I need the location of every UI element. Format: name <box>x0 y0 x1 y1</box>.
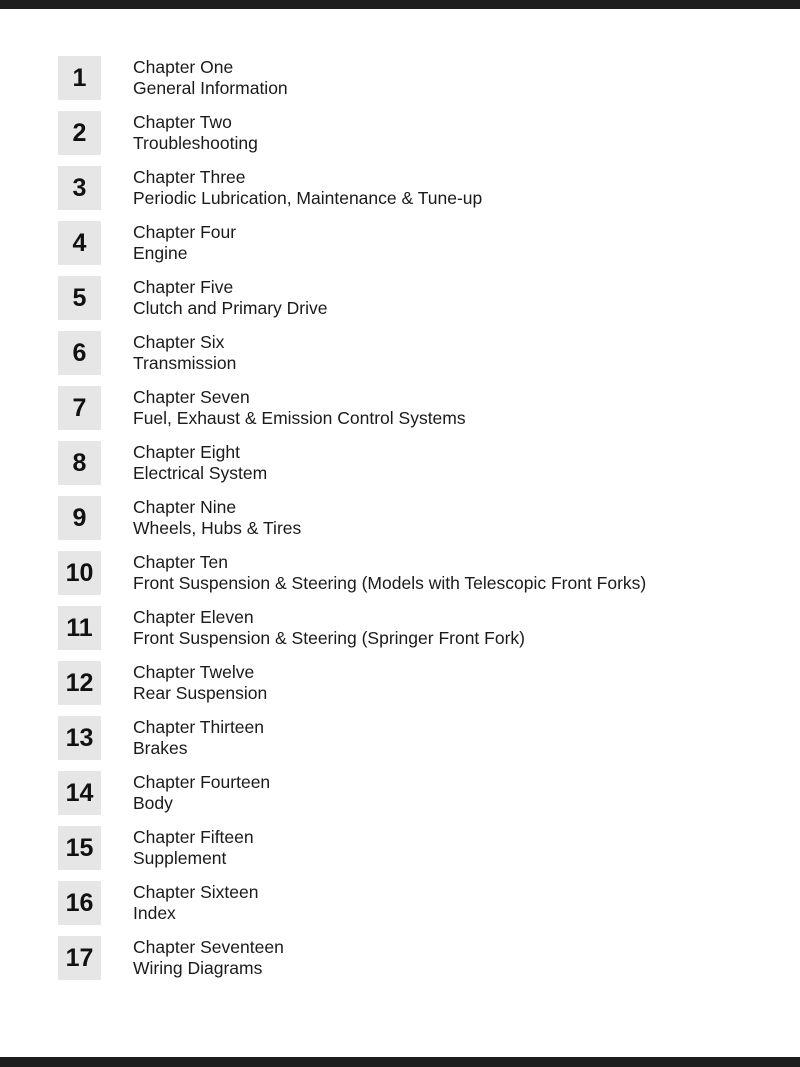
chapter-label[interactable]: Chapter Six <box>133 332 225 352</box>
chapter-title[interactable]: Front Suspension & Steering (Springer Front Fork) <box>133 628 525 648</box>
toc-entry-4[interactable] <box>0 220 800 275</box>
chapter-number-tab[interactable]: 11 <box>58 606 101 650</box>
toc-entry-7[interactable] <box>0 385 800 440</box>
toc-entry-2[interactable] <box>0 110 800 165</box>
chapter-number-tab[interactable]: 6 <box>58 331 101 375</box>
chapter-text <box>133 827 254 869</box>
chapter-number-tab[interactable]: 17 <box>58 936 101 980</box>
chapter-label[interactable]: Chapter Eight <box>133 442 241 462</box>
chapter-label[interactable]: Chapter Two <box>133 112 232 132</box>
chapter-title[interactable]: Electrical System <box>133 463 268 483</box>
chapter-text <box>133 497 301 539</box>
chapter-title[interactable]: Supplement <box>133 848 227 868</box>
chapter-title[interactable]: Periodic Lubrication, Maintenance & Tune-up <box>133 188 483 208</box>
chapter-text <box>133 222 236 264</box>
chapter-number-tab[interactable]: 7 <box>58 386 101 430</box>
toc-entry-5[interactable] <box>0 275 800 330</box>
chapter-text <box>133 442 267 484</box>
toc-entry-16[interactable] <box>0 880 800 935</box>
chapter-number-tab[interactable]: 5 <box>58 276 101 320</box>
chapter-label[interactable]: Chapter Seven <box>133 387 250 407</box>
chapter-text <box>133 112 258 154</box>
toc-entry-1[interactable] <box>0 55 800 110</box>
chapter-number-tab[interactable]: 14 <box>58 771 101 815</box>
chapter-number-tab[interactable]: 2 <box>58 111 101 155</box>
chapter-text <box>133 387 466 429</box>
chapter-label[interactable]: Chapter Twelve <box>133 662 255 682</box>
chapter-number-tab[interactable]: 8 <box>58 441 101 485</box>
chapter-title[interactable]: Clutch and Primary Drive <box>133 298 328 318</box>
chapter-title[interactable]: Wiring Diagrams <box>133 958 263 978</box>
chapter-label[interactable]: Chapter Three <box>133 167 246 187</box>
chapter-title[interactable]: Front Suspension & Steering (Models with Telescopic Front Forks) <box>133 573 647 593</box>
chapter-title[interactable]: Fuel, Exhaust & Emission Control Systems <box>133 408 466 428</box>
chapter-label[interactable]: Chapter Seventeen <box>133 937 284 957</box>
chapter-text <box>133 717 264 759</box>
chapter-text <box>133 607 525 649</box>
chapter-title[interactable]: Troubleshooting <box>133 133 258 153</box>
chapter-number-tab[interactable]: 13 <box>58 716 101 760</box>
chapter-text <box>133 57 288 99</box>
chapter-number-tab[interactable]: 10 <box>58 551 101 595</box>
chapter-label[interactable]: Chapter One <box>133 57 234 77</box>
chapter-label[interactable]: Chapter Five <box>133 277 234 297</box>
chapter-title[interactable]: Body <box>133 793 173 813</box>
chapter-title[interactable]: Rear Suspension <box>133 683 268 703</box>
chapter-title[interactable]: Engine <box>133 243 188 263</box>
chapter-title[interactable]: Brakes <box>133 738 188 758</box>
chapter-text <box>133 277 328 319</box>
chapter-number-tab[interactable]: 4 <box>58 221 101 265</box>
toc-entry-12[interactable] <box>0 660 800 715</box>
chapter-number-tab[interactable]: 1 <box>58 56 101 100</box>
toc-entry-15[interactable] <box>0 825 800 880</box>
chapter-title[interactable]: Wheels, Hubs & Tires <box>133 518 302 538</box>
chapter-label[interactable]: Chapter Sixteen <box>133 882 259 902</box>
toc-entry-14[interactable] <box>0 770 800 825</box>
chapter-text <box>133 772 270 814</box>
chapter-text <box>133 937 284 979</box>
toc-entry-11[interactable] <box>0 605 800 660</box>
toc-entry-17[interactable] <box>0 935 800 990</box>
chapter-title[interactable]: Transmission <box>133 353 237 373</box>
chapter-text <box>133 662 267 704</box>
chapter-text <box>133 552 646 594</box>
chapter-number-tab[interactable]: 15 <box>58 826 101 870</box>
chapter-label[interactable]: Chapter Nine <box>133 497 237 517</box>
top-frame-bar <box>0 0 800 9</box>
bottom-frame-bar <box>0 1057 800 1067</box>
toc-entry-6[interactable] <box>0 330 800 385</box>
toc-entry-9[interactable] <box>0 495 800 550</box>
chapter-title[interactable]: General Information <box>133 78 288 98</box>
toc-entry-3[interactable] <box>0 165 800 220</box>
toc-entry-10[interactable] <box>0 550 800 605</box>
chapter-label[interactable]: Chapter Thirteen <box>133 717 265 737</box>
chapter-number-tab[interactable]: 12 <box>58 661 101 705</box>
toc-entry-13[interactable] <box>0 715 800 770</box>
chapter-text <box>133 167 482 209</box>
chapter-number-tab[interactable]: 3 <box>58 166 101 210</box>
chapter-label[interactable]: Chapter Fifteen <box>133 827 254 847</box>
chapter-number-tab[interactable]: 9 <box>58 496 101 540</box>
chapter-text <box>133 332 236 374</box>
chapter-label[interactable]: Chapter Ten <box>133 552 229 572</box>
chapter-label[interactable]: Chapter Fourteen <box>133 772 271 792</box>
chapter-text <box>133 882 259 924</box>
chapter-number-tab[interactable]: 16 <box>58 881 101 925</box>
chapter-label[interactable]: Chapter Eleven <box>133 607 254 627</box>
chapter-title[interactable]: Index <box>133 903 176 923</box>
chapter-label[interactable]: Chapter Four <box>133 222 237 242</box>
table-of-contents <box>0 55 800 990</box>
toc-entry-8[interactable] <box>0 440 800 495</box>
